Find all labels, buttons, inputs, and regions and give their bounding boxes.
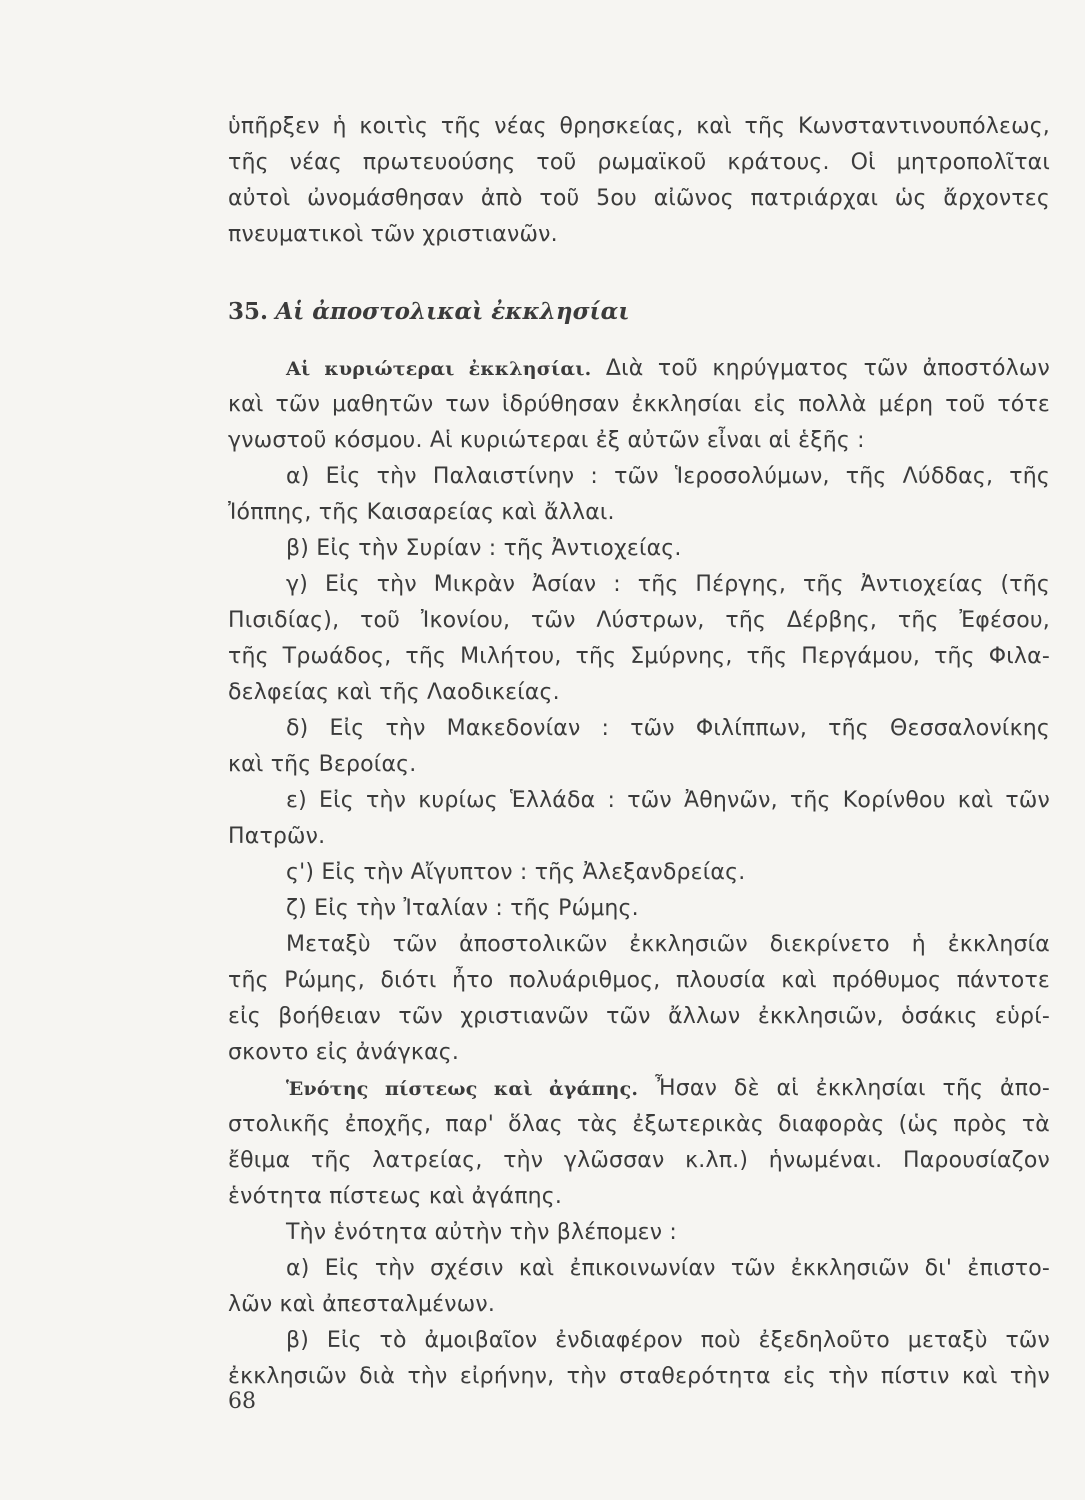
list-item: β) Εἰς τὸ ἀμοιβαῖον ἐνδιαφέρον ποὺ ἐξεδηλοῦτο μεταξὺ τῶν [286,1328,1050,1353]
text-line: Πισιδίας), τοῦ Ἰκονίου, τῶν Λύστρων, τῆς Δέρβης, τῆς Ἐφέσου, [228,608,1050,633]
paragraph-text: Διὰ τοῦ κηρύγματος τῶν ἀποστόλων [591,356,1050,381]
text-line: τῆς νέας πρωτευούσης τοῦ ρωμαϊκοῦ κράτους. Οἱ μητροπολῖται [228,150,1050,175]
text-line: τῆς Ρώμης, διότι ἦτο πολυάριθμος, πλουσία καὶ πρόθυμος πάντοτε [228,968,1050,993]
text-line: σκοντο εἰς ἀνάγκας. [228,1040,460,1065]
text-line: ὑπῆρξεν ἡ κοιτὶς τῆς νέας θρησκείας, καὶ τῆς Κωνσταντινουπόλεως, [228,114,1050,139]
text-line: εἰς βοήθειαν τῶν χριστιανῶν τῶν ἄλλων ἐκκλησιῶν, ὁσάκις εὑρί- [228,1004,1050,1029]
list-item: α) Εἰς τὴν Παλαιστίνην : τῶν Ἱεροσολύμων, τῆς Λύδδας, τῆς [286,464,1050,489]
text-line: καὶ τῆς Βεροίας. [228,752,417,777]
text-line: καὶ τῶν μαθητῶν των ἱδρύθησαν ἐκκλησίαι εἰς πολλὰ μέρη τοῦ τότε [228,392,1050,417]
list-item: α) Εἰς τὴν σχέσιν καὶ ἐπικοινωνίαν τῶν ἐκκλησιῶν δι' ἐπιστο- [286,1256,1050,1281]
list-item: ς') Εἰς τὴν Αἴγυπτον : τῆς Ἀλεξανδρείας. [286,860,746,885]
section-heading [228,296,630,328]
list-item: ε) Εἰς τὴν κυρίως Ἑλλάδα : τῶν Ἀθηνῶν, τῆς Κορίνθου καὶ τῶν [286,788,1050,813]
page-number: 68 [228,1389,256,1414]
list-item: ζ) Εἰς τὴν Ἰταλίαν : τῆς Ρώμης. [286,896,639,921]
text-line: πνευματικοὶ τῶν χριστιανῶν. [228,222,558,247]
text-line: στολικῆς ἐποχῆς, παρ' ὅλας τὰς ἐξωτερικὰς διαφορὰς (ὡς πρὸς τὰ [228,1112,1050,1137]
section-number: 35. [228,298,269,325]
text-line: ἑνότητα πίστεως καὶ ἀγάπης. [228,1184,563,1209]
text-line: τῆς Τρωάδος, τῆς Μιλήτου, τῆς Σμύρνης, τῆς Περγάμου, τῆς Φιλα- [228,644,1050,669]
paragraph-line [286,353,1050,385]
list-item: β) Εἰς τὴν Συρίαν : τῆς Ἀντιοχείας. [286,536,682,561]
text-line: αὐτοὶ ὠνομάσθησαν ἀπὸ τοῦ 5ου αἰῶνος πατριάρχαι ὡς ἄρχοντες [228,186,1050,211]
paragraph-line: Μεταξὺ τῶν ἀποστολικῶν ἐκκλησιῶν διεκρίνετο ἡ ἐκκλησία [286,932,1050,957]
section-title: Αἱ ἀποστολικαὶ ἐκκλησίαι [275,298,630,325]
text-line: ἐκκλησιῶν διὰ τὴν εἰρήνην, τὴν σταθερότητα εἰς τὴν πίστιν καὶ τὴν [228,1364,1050,1389]
text-line: ἔθιμα τῆς λατρείας, τὴν γλῶσσαν κ.λπ.) ἡνωμέναι. Παρουσίαζον [228,1148,1050,1173]
text-line: δελφείας καὶ τῆς Λαοδικείας. [228,680,560,705]
run-in-heading: Αἱ κυριώτεραι ἐκκλησίαι. [286,358,592,380]
paragraph-line: Τὴν ἑνότητα αὐτὴν τὴν βλέπομεν : [286,1220,678,1245]
run-in-heading: Ἑνότης πίστεως καὶ ἀγάπης. [286,1078,639,1100]
paragraph-line [286,1073,1050,1105]
list-item: γ) Εἰς τὴν Μικρὰν Ἀσίαν : τῆς Πέργης, τῆς Ἀντιοχείας (τῆς [286,572,1050,597]
paragraph-text: Ἦσαν δὲ αἱ ἐκκλησίαι τῆς ἀπο- [638,1076,1050,1101]
text-line: λῶν καὶ ἀπεσταλμένων. [228,1292,496,1317]
text-line: Ἰόππης, τῆς Καισαρείας καὶ ἄλλαι. [228,500,615,525]
text-line: Πατρῶν. [228,824,326,849]
list-item: δ) Εἰς τὴν Μακεδονίαν : τῶν Φιλίππων, τῆς Θεσσαλονίκης [286,716,1050,741]
text-line: γνωστοῦ κόσμου. Αἱ κυριώτεραι ἐξ αὐτῶν εἶναι αἱ ἑξῆς : [228,428,865,453]
